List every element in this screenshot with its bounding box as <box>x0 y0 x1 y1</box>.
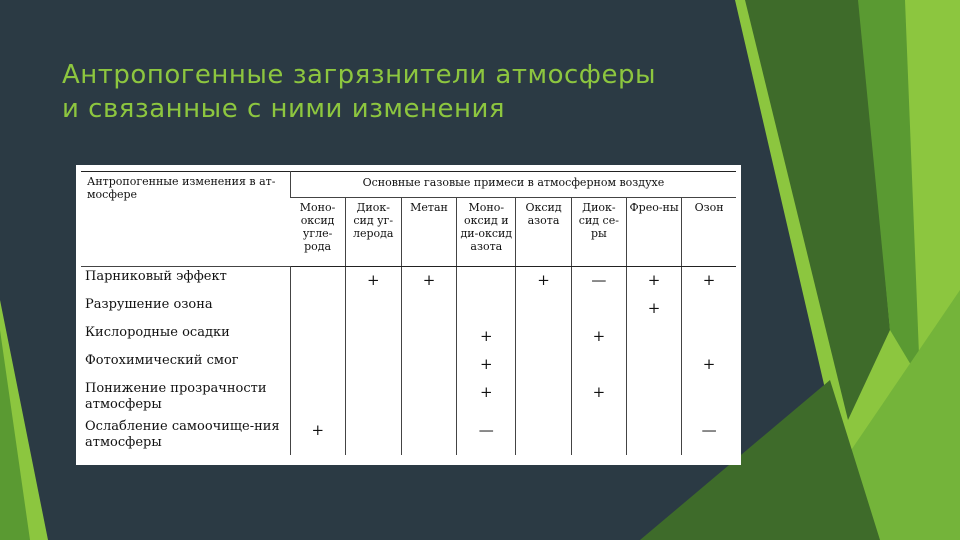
table-row <box>81 323 736 351</box>
effect-mark <box>348 325 399 347</box>
effect-cell <box>290 379 345 417</box>
table-header-row <box>81 172 736 198</box>
effect-cell <box>516 417 571 455</box>
effect-mark <box>684 297 734 319</box>
effect-mark <box>293 297 343 319</box>
effect-mark <box>459 297 513 319</box>
effect-mark <box>574 353 624 375</box>
effect-cell <box>401 417 457 455</box>
effect-cell <box>401 323 457 351</box>
effect-mark: + <box>422 271 436 289</box>
effect-cell <box>516 323 571 351</box>
effect-cell <box>571 417 626 455</box>
effect-cell <box>571 351 626 379</box>
effects-column-header: Антропогенные изменения в ат-мосфере <box>81 172 290 267</box>
effect-cell <box>682 351 736 379</box>
effect-mark <box>404 353 455 375</box>
gas-column-header: Оксид азота <box>516 198 571 267</box>
effect-mark: + <box>647 299 661 317</box>
effect-mark: + <box>480 383 493 401</box>
effect-mark: + <box>480 327 493 345</box>
effect-cell <box>516 379 571 417</box>
effect-mark <box>348 419 399 441</box>
effect-mark <box>518 353 568 375</box>
effect-mark <box>404 325 455 347</box>
effect-mark <box>684 381 734 403</box>
effect-mark <box>293 269 343 291</box>
effect-mark: — <box>478 421 494 439</box>
effect-mark: + <box>702 355 716 373</box>
effect-cell <box>457 417 516 455</box>
effect-mark: + <box>592 383 606 401</box>
effect-cell <box>516 295 571 323</box>
effect-cell <box>401 351 457 379</box>
effect-mark <box>518 419 568 441</box>
effect-mark <box>518 325 568 347</box>
slide-title <box>62 58 742 126</box>
effect-mark <box>293 381 343 403</box>
effect-label: Кислородные осадки <box>85 325 230 340</box>
effect-cell <box>571 267 626 296</box>
effect-mark <box>348 297 399 319</box>
effect-mark <box>459 269 513 291</box>
effect-cell <box>345 323 401 351</box>
effect-cell <box>290 323 345 351</box>
effect-mark <box>348 381 399 403</box>
gases-group-header: Основные газовые примеси в атмосферном воздухе <box>290 172 736 198</box>
effect-cell <box>682 267 736 296</box>
effect-mark: + <box>366 271 380 289</box>
effect-cell <box>682 295 736 323</box>
gas-column-header: Фрео-ны <box>626 198 681 267</box>
table-row <box>81 295 736 323</box>
table-row <box>81 351 736 379</box>
effect-label: Разрушение озона <box>85 297 213 312</box>
effect-mark <box>629 353 679 375</box>
effect-cell <box>571 295 626 323</box>
effect-cell <box>516 267 571 296</box>
effect-mark <box>518 381 568 403</box>
effect-mark <box>404 419 455 441</box>
effect-cell <box>345 417 401 455</box>
effect-cell <box>401 295 457 323</box>
table-row <box>81 267 736 296</box>
effect-cell <box>682 417 736 455</box>
effect-cell <box>571 323 626 351</box>
effect-cell <box>345 379 401 417</box>
effect-mark <box>629 381 679 403</box>
effect-cell <box>457 351 516 379</box>
gas-column-header: Диок-сид се-ры <box>571 198 626 267</box>
effect-mark: + <box>702 271 716 289</box>
effect-cell <box>290 267 345 296</box>
effect-mark <box>574 297 624 319</box>
effect-mark: — <box>591 271 607 289</box>
gas-column-header: Озон <box>682 198 736 267</box>
effect-cell <box>457 379 516 417</box>
effect-cell <box>626 323 681 351</box>
effect-mark: + <box>480 355 493 373</box>
effect-cell <box>682 323 736 351</box>
effect-mark <box>684 325 734 347</box>
effect-mark: + <box>537 271 550 289</box>
effect-label: Парниковый эффект <box>85 269 227 284</box>
slide-title-line-1: Антропогенные загрязнители атмосферы <box>62 60 657 90</box>
effect-mark <box>404 381 455 403</box>
effect-cell <box>571 379 626 417</box>
effect-cell <box>345 295 401 323</box>
effect-label: Понижение прозрачности атмосферы <box>85 381 267 412</box>
effect-mark: + <box>311 421 325 439</box>
effect-mark <box>404 297 455 319</box>
effect-mark <box>348 353 399 375</box>
effect-mark <box>518 297 568 319</box>
effect-mark <box>293 353 343 375</box>
effect-mark <box>293 325 343 347</box>
effect-cell <box>457 323 516 351</box>
effect-cell <box>626 417 681 455</box>
effect-cell <box>290 295 345 323</box>
slide-title-line-2: и связанные с ними изменения <box>62 94 506 124</box>
effect-cell <box>516 351 571 379</box>
effect-cell <box>290 417 345 455</box>
effect-cell <box>682 379 736 417</box>
effect-cell <box>345 351 401 379</box>
effect-cell <box>626 379 681 417</box>
effect-cell <box>626 267 681 296</box>
effect-cell <box>626 351 681 379</box>
table-row <box>81 379 736 417</box>
table-row <box>81 417 736 455</box>
effect-mark <box>629 419 679 441</box>
effect-mark <box>629 325 679 347</box>
effect-cell <box>290 351 345 379</box>
effect-cell <box>401 379 457 417</box>
table-body <box>81 267 736 456</box>
effect-cell <box>457 267 516 296</box>
pollutants-table <box>81 171 736 455</box>
effect-cell <box>626 295 681 323</box>
gas-column-header: Метан <box>401 198 457 267</box>
effect-label: Фотохимический смог <box>85 353 239 368</box>
gas-column-header: Диок-сид уг-лерода <box>345 198 401 267</box>
effect-mark: — <box>701 421 717 439</box>
effect-mark: + <box>647 271 661 289</box>
effect-cell <box>401 267 457 296</box>
effect-mark <box>574 419 624 441</box>
effect-label: Ослабление самоочище-ния атмосферы <box>85 419 280 450</box>
effect-mark: + <box>592 327 606 345</box>
effect-cell <box>457 295 516 323</box>
gas-column-header: Моно-оксид и ди-оксид азота <box>457 198 516 267</box>
effect-cell <box>345 267 401 296</box>
gas-column-header: Моно-оксид угле-рода <box>290 198 345 267</box>
pollutants-table-image <box>76 165 741 465</box>
